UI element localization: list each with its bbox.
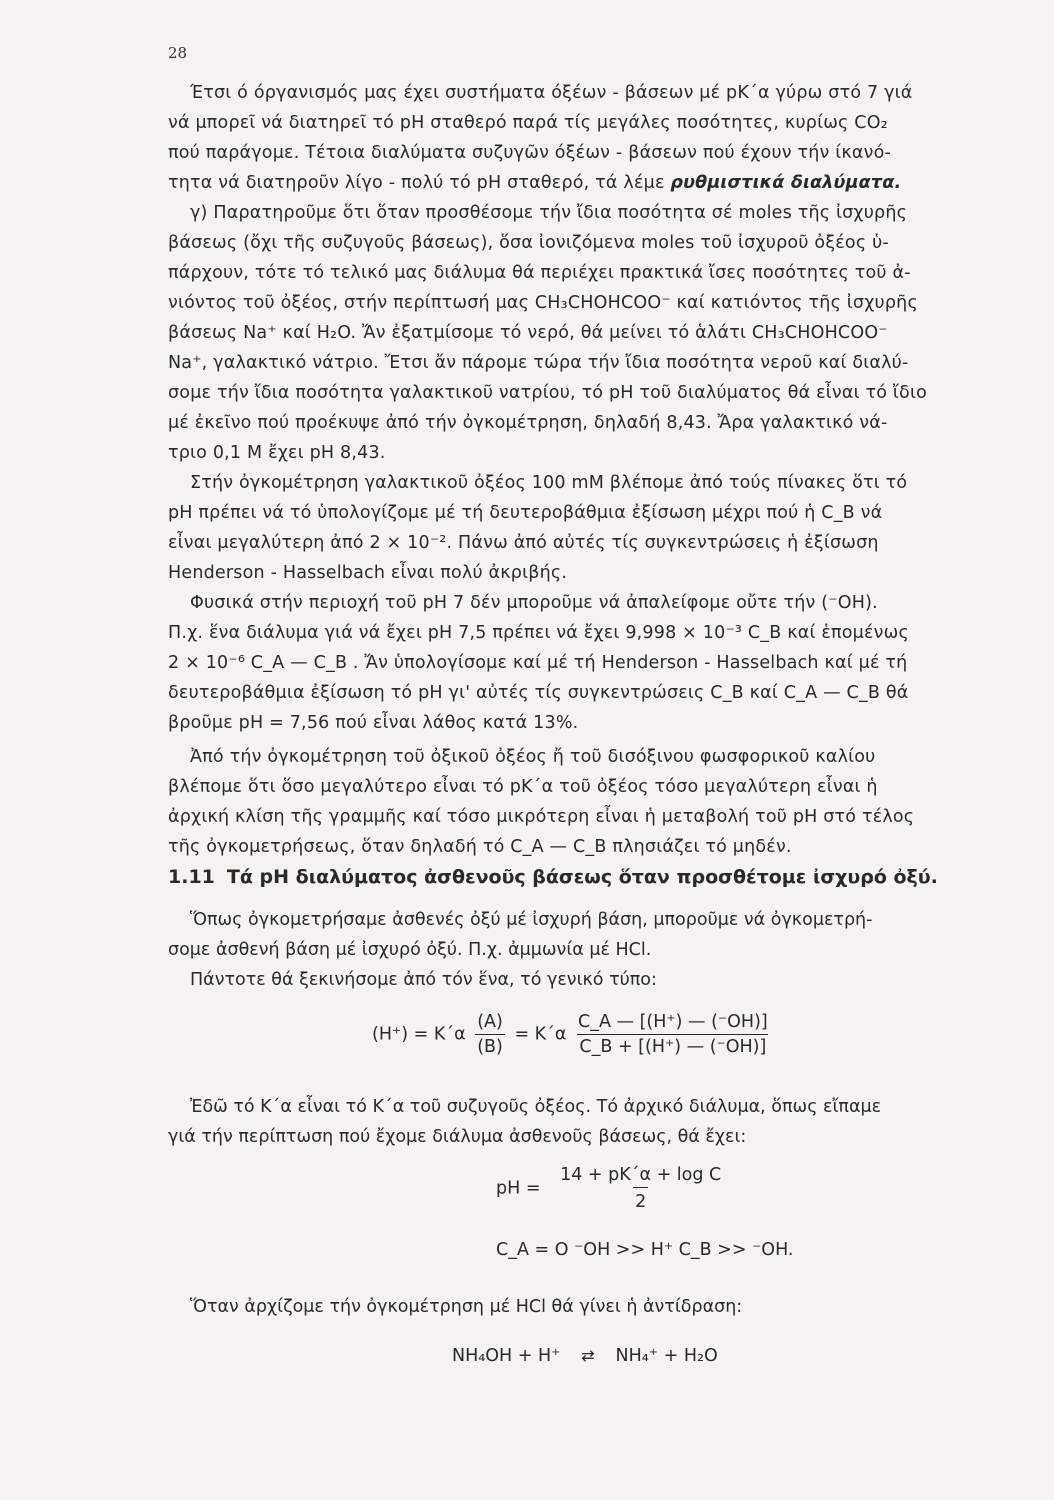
- text-line: Na⁺, γαλακτικό νάτριο. Ἔτσι ἄν πάρομε τώρα τήν ἴδια ποσότητα νεροῦ καί διαλύ-: [168, 353, 909, 373]
- text-line: 2 × 10⁻⁶ C_A — C_B . Ἄν ὑπολογίσομε καί μέ τή Henderson - Hasselbach καί μέ τή: [168, 653, 908, 673]
- text-line: Ὅταν ἀρχίζομε τήν ὀγκομέτρηση μέ HCl θά γίνει ἡ ἀντίδραση:: [190, 1297, 743, 1317]
- text-line: βάσεως (ὄχι τῆς συζυγοῦς βάσεως), ὅσα ἰονιζόμενα moles τοῦ ἰσχυροῦ ὀξέος ὑ-: [168, 233, 889, 253]
- text-line: τριο 0,1 M ἔχει pH 8,43.: [168, 443, 386, 463]
- section-text: [168, 905, 1020, 995]
- reaction-equation: NH₄OH + H⁺ ⇄ NH₄⁺ + H₂O: [452, 1346, 718, 1366]
- text-line: τητα νά διατηροῦν λίγο - πολύ τό pH σταθερό, τά λέμε ρυθμιστικά διαλύματα.: [168, 173, 902, 193]
- text-line: Ὅπως ὀγκομετρήσαμε ἀσθενές ὀξύ μέ ἰσχυρή βάση, μποροῦμε νά ὀγκομετρή-: [190, 910, 873, 930]
- text-line: πού παράγομε. Τέτοια διαλύματα συζυγῶν όξέων - βάσεων πού έχουν τήν ίκανό-: [168, 143, 892, 163]
- text-line: πάρχουν, τότε τό τελικό μας διάλυμα θά περιέχει πρακτικά ἴσες ποσότητες τοῦ ἀ-: [168, 263, 911, 283]
- text-line: βλέπομε ὅτι ὅσο μεγαλύτερο εἶναι τό pK΄α τοῦ ὀξέος τόσο μεγαλύτερη εἶναι ἡ: [168, 777, 878, 797]
- text-line: σομε ἀσθενή βάση μέ ἰσχυρό ὀξύ. Π.χ. ἀμμωνία μέ HCl.: [168, 940, 652, 960]
- text-line: pH πρέπει νά τό ὑπολογίζομε μέ τή δευτεροβάθμια ἐξίσωση μέχρι πού ἡ C_B νά: [168, 503, 883, 523]
- text-after-formula: [168, 1092, 1020, 1152]
- text-line: βροῦμε pH = 7,56 πού εἶναι λάθος κατά 13%.: [168, 713, 579, 733]
- text-line: Στήν ὀγκομέτρηση γαλακτικοῦ ὀξέος 100 mM βλέπομε ἀπό τούς πίνακες ὅτι τό: [190, 473, 908, 493]
- text-line: νιόντος τοῦ ὀξέος, στήν περίπτωσή μας CH₃CHOHCOO⁻ καί κατιόντος τῆς ἰσχυρῆς: [168, 293, 918, 313]
- text-line: Έτσι ό όργανισμός μας έχει συστήματα όξέων - βάσεων μέ pK΄α γύρω στό 7 γιά: [190, 83, 913, 103]
- formula-ph: pH = $\frac{\text{14 + pK΄α + log C}}{2}$: [496, 1165, 722, 1212]
- text-line: γιά τήν περίπτωση πού ἔχομε διάλυμα ἀσθενοῦς βάσεως, θά ἔχει:: [168, 1127, 747, 1147]
- text-line: δευτεροβάθμια ἐξίσωση τό pH γι' αὐτές τίς συγκεντρώσεις C_B καί C_A — C_B θά: [168, 683, 909, 703]
- text-line: νά μπορεῖ νά διατηρεῖ τό pH σταθερό παρά τίς μεγάλες ποσότητες, κυρίως CO₂: [168, 113, 888, 133]
- text-line: σομε τήν ἴδια ποσότητα γαλακτικοῦ νατρίου, τό pH τοῦ διαλύματος θά εἶναι τό ἴδιο: [168, 383, 927, 403]
- formula-ka: (H⁺) = K΄α $\frac{(A)}{(B)}$ = K΄α $\frac{C\_A — [(H^+) — (^-OH)]}{C\_B + [(H^+) — (^-OH)]}$: [372, 1012, 768, 1057]
- text-line: τῆς ὀγκομετρήσεως, ὅταν δηλαδή τό C_A — C_B πλησιάζει τό μηδέν.: [168, 837, 792, 857]
- main-text: [168, 78, 1020, 862]
- formula-conditions: C_A = O ⁻OH >> H⁺ C_B >> ⁻OH.: [496, 1240, 794, 1260]
- text-reaction-intro: [168, 1292, 1020, 1322]
- page-number: 28: [168, 44, 188, 62]
- text-line: μέ ἐκεῖνο πού προέκυψε ἀπό τήν ὀγκομέτρηση, δηλαδή 8,43. Ἄρα γαλακτικό νά-: [168, 413, 888, 433]
- section-heading: 1.11 Τά pH διαλύματος ἀσθενοῦς βάσεως ὅταν προσθέτομε ἰσχυρό ὀξύ.: [168, 866, 938, 888]
- text-line: Ἐδῶ τό K΄α εἶναι τό K΄α τοῦ συζυγοῦς ὀξέος. Τό ἀρχικό διάλυμα, ὅπως εἴπαμε: [190, 1097, 882, 1117]
- text-line: βάσεως Na⁺ καί H₂O. Ἄν ἐξατμίσομε τό νερό, θά μείνει τό ἁλάτι CH₃CHOHCOO⁻: [168, 323, 888, 343]
- equilibrium-arrow-icon: ⇄: [581, 1346, 595, 1365]
- text-line: γ) Παρατηροῦμε ὅτι ὅταν προσθέσομε τήν ἴδια ποσότητα σέ moles τῆς ἰσχυρῆς: [190, 203, 908, 223]
- text-line: Πάντοτε θά ξεκινήσομε ἀπό τόν ἕνα, τό γενικό τύπο:: [190, 970, 657, 990]
- text-line: Π.χ. ἕνα διάλυμα γιά νά ἔχει pH 7,5 πρέπει νά ἔχει 9,998 × 10⁻³ C_B καί ἑπομένως: [168, 623, 909, 643]
- text-line: Φυσικά στήν περιοχή τοῦ pH 7 δέν μποροῦμε νά ἀπαλείφομε οὔτε τήν (⁻OH).: [190, 593, 878, 613]
- text-line: εἶναι μεγαλύτερη ἀπό 2 × 10⁻². Πάνω ἀπό αὐτές τίς συγκεντρώσεις ἡ ἐξίσωση: [168, 533, 879, 553]
- text-line: Ἀπό τήν ὀγκομέτρηση τοῦ ὀξικοῦ ὀξέος ἤ τοῦ δισόξινου φωσφορικοῦ καλίου: [190, 747, 876, 767]
- text-line: Henderson - Hasselbach εἶναι πολύ ἀκριβής.: [168, 563, 568, 583]
- emphasis-term: ρυθμιστικά διαλύματα.: [670, 173, 902, 193]
- text-line: ἀρχική κλίση τῆς γραμμῆς καί τόσο μικρότερη εἶναι ἡ μεταβολή τοῦ pH στό τέλος: [168, 807, 915, 827]
